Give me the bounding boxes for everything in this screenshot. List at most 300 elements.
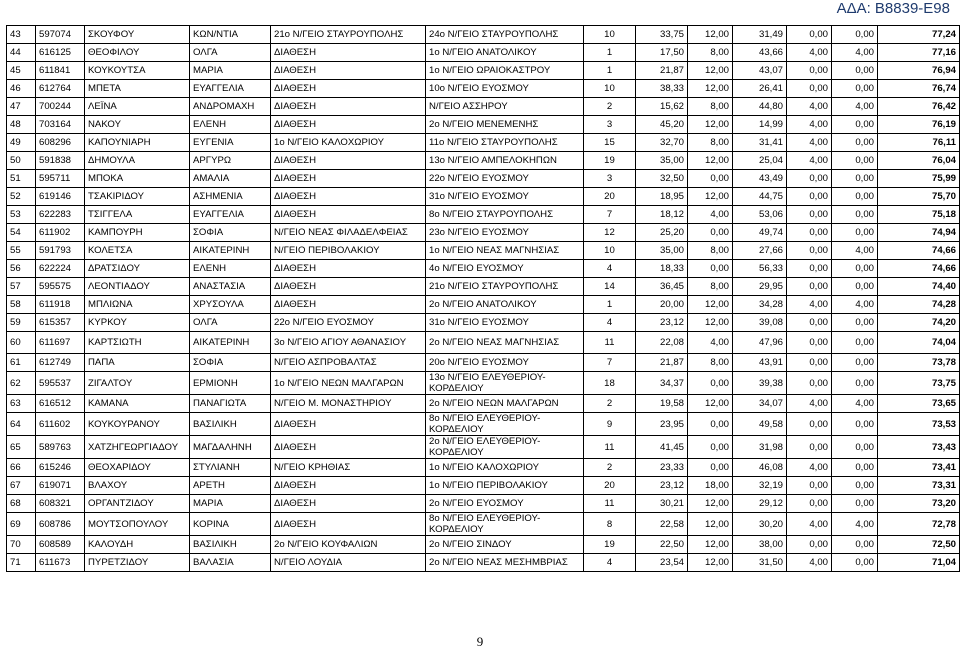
surname-cell: ΚΟΥΚΟΥΤΣΑ [85, 62, 190, 80]
points-c-cell: 25,04 [733, 152, 787, 170]
points-c-cell: 43,91 [733, 354, 787, 372]
registry-number-cell: 622283 [36, 206, 85, 224]
table-row [7, 116, 960, 134]
first-name-cell: ΠΑΝΑΓΙΩΤΑ [190, 395, 271, 413]
points-e-cell: 0,00 [832, 314, 878, 332]
table-row [7, 206, 960, 224]
requested-order-cell: 19 [584, 536, 636, 554]
table-row [7, 26, 960, 44]
row-number-cell: 43 [7, 26, 36, 44]
surname-cell: ΛΕΪΝΑ [85, 98, 190, 116]
surname-cell: ΜΠΕΤΑ [85, 80, 190, 98]
registry-number-cell: 608786 [36, 513, 85, 536]
points-a-cell: 23,95 [636, 413, 688, 436]
requested-order-cell: 3 [584, 116, 636, 134]
new-post-cell: 22ο Ν/ΓΕΙΟ ΕΥΟΣΜΟΥ [426, 170, 584, 188]
total-points-cell: 76,42 [878, 98, 960, 116]
requested-order-cell: 3 [584, 170, 636, 188]
requested-order-cell: 2 [584, 395, 636, 413]
current-post-cell: ΔΙΑΘΕΣΗ [271, 116, 426, 134]
current-post-cell: 1ο Ν/ΓΕΙΟ ΚΑΛΟΧΩΡΙΟΥ [271, 134, 426, 152]
points-d-cell: 4,00 [787, 134, 832, 152]
points-d-cell: 0,00 [787, 242, 832, 260]
points-a-cell: 25,20 [636, 224, 688, 242]
row-number-cell: 58 [7, 296, 36, 314]
registry-number-cell: 591838 [36, 152, 85, 170]
table-row [7, 372, 960, 395]
points-e-cell: 4,00 [832, 44, 878, 62]
surname-cell: ΚΟΥΚΟΥΡΑΝΟΥ [85, 413, 190, 436]
new-post-cell: 2ο Ν/ΓΕΙΟ ΝΕΑΣ ΜΑΓΝΗΣΙΑΣ [426, 332, 584, 354]
new-post-cell: 1ο Ν/ΓΕΙΟ ΚΑΛΟΧΩΡΙΟΥ [426, 459, 584, 477]
new-post-cell: 20ο Ν/ΓΕΙΟ ΕΥΟΣΜΟΥ [426, 354, 584, 372]
points-a-cell: 22,08 [636, 332, 688, 354]
points-d-cell: 0,00 [787, 224, 832, 242]
row-number-cell: 48 [7, 116, 36, 134]
first-name-cell: ΚΟΡΙΝΑ [190, 513, 271, 536]
new-post-cell: 1ο Ν/ΓΕΙΟ ΠΕΡΙΒΟΛΑΚΙΟΥ [426, 477, 584, 495]
surname-cell: ΠΥΡΕΤΖΙΔΟΥ [85, 554, 190, 572]
requested-order-cell: 4 [584, 314, 636, 332]
first-name-cell: ΑΝΑΣΤΑΣΙΑ [190, 278, 271, 296]
total-points-cell: 73,53 [878, 413, 960, 436]
row-number-cell: 56 [7, 260, 36, 278]
row-number-cell: 62 [7, 372, 36, 395]
points-d-cell: 4,00 [787, 513, 832, 536]
points-a-cell: 17,50 [636, 44, 688, 62]
table-row [7, 554, 960, 572]
total-points-cell: 74,20 [878, 314, 960, 332]
table-row [7, 260, 960, 278]
row-number-cell: 54 [7, 224, 36, 242]
total-points-cell: 76,11 [878, 134, 960, 152]
first-name-cell: ΕΥΓΕΝΙΑ [190, 134, 271, 152]
requested-order-cell: 4 [584, 260, 636, 278]
table-row [7, 152, 960, 170]
new-post-cell: 13ο Ν/ΓΕΙΟ ΑΜΠΕΛΟΚΗΠΩΝ [426, 152, 584, 170]
current-post-cell: ΔΙΑΘΕΣΗ [271, 495, 426, 513]
points-e-cell: 4,00 [832, 296, 878, 314]
total-points-cell: 74,40 [878, 278, 960, 296]
requested-order-cell: 11 [584, 436, 636, 459]
current-post-cell: 3ο Ν/ΓΕΙΟ ΑΓΙΟΥ ΑΘΑΝΑΣΙΟΥ [271, 332, 426, 354]
points-b-cell: 12,00 [688, 314, 733, 332]
requested-order-cell: 12 [584, 224, 636, 242]
points-d-cell: 0,00 [787, 536, 832, 554]
surname-cell: ΟΡΓΑΝΤΖΙΔΟΥ [85, 495, 190, 513]
points-c-cell: 39,38 [733, 372, 787, 395]
surname-cell: ΔΗΜΟΥΛΑ [85, 152, 190, 170]
surname-cell: ΚΟΛΕΤΣΑ [85, 242, 190, 260]
row-number-cell: 52 [7, 188, 36, 206]
points-d-cell: 0,00 [787, 80, 832, 98]
row-number-cell: 65 [7, 436, 36, 459]
ada-code: ΑΔΑ: Β8839-Ε98 [836, 0, 950, 17]
new-post-cell: 2ο Ν/ΓΕΙΟ ΕΥΟΣΜΟΥ [426, 495, 584, 513]
requested-order-cell: 7 [584, 354, 636, 372]
points-e-cell: 0,00 [832, 278, 878, 296]
requested-order-cell: 1 [584, 296, 636, 314]
points-b-cell: 4,00 [688, 332, 733, 354]
points-c-cell: 46,08 [733, 459, 787, 477]
current-post-cell: ΔΙΑΘΕΣΗ [271, 188, 426, 206]
total-points-cell: 75,99 [878, 170, 960, 188]
points-a-cell: 38,33 [636, 80, 688, 98]
points-a-cell: 35,00 [636, 152, 688, 170]
total-points-cell: 73,20 [878, 495, 960, 513]
points-e-cell: 0,00 [832, 188, 878, 206]
surname-cell: ΚΑΜΠΟΥΡΗ [85, 224, 190, 242]
points-c-cell: 47,96 [733, 332, 787, 354]
requested-order-cell: 1 [584, 62, 636, 80]
total-points-cell: 73,78 [878, 354, 960, 372]
registry-number-cell: 619071 [36, 477, 85, 495]
current-post-cell: ΔΙΑΘΕΣΗ [271, 513, 426, 536]
current-post-cell: Ν/ΓΕΙΟ ΑΣΠΡΟΒΑΛΤΑΣ [271, 354, 426, 372]
current-post-cell: 22ο Ν/ΓΕΙΟ ΕΥΟΣΜΟΥ [271, 314, 426, 332]
surname-cell: ΒΛΑΧΟΥ [85, 477, 190, 495]
registry-number-cell: 703164 [36, 116, 85, 134]
points-c-cell: 31,50 [733, 554, 787, 572]
table-row [7, 477, 960, 495]
points-a-cell: 32,50 [636, 170, 688, 188]
table-row [7, 242, 960, 260]
surname-cell: ΚΑΛΟΥΔΗ [85, 536, 190, 554]
points-d-cell: 0,00 [787, 495, 832, 513]
surname-cell: ΤΣΙΓΓΕΛΑ [85, 206, 190, 224]
points-b-cell: 12,00 [688, 536, 733, 554]
points-a-cell: 18,95 [636, 188, 688, 206]
registry-number-cell: 611902 [36, 224, 85, 242]
points-e-cell: 0,00 [832, 372, 878, 395]
registry-number-cell: 619146 [36, 188, 85, 206]
row-number-cell: 55 [7, 242, 36, 260]
table-row [7, 278, 960, 296]
table-row [7, 296, 960, 314]
points-c-cell: 26,41 [733, 80, 787, 98]
registry-number-cell: 608321 [36, 495, 85, 513]
new-post-cell: 11ο Ν/ΓΕΙΟ ΣΤΑΥΡΟΥΠΟΛΗΣ [426, 134, 584, 152]
new-post-cell: 8ο Ν/ΓΕΙΟ ΣΤΑΥΡΟΥΠΟΛΗΣ [426, 206, 584, 224]
first-name-cell: ΟΛΓΑ [190, 314, 271, 332]
points-d-cell: 4,00 [787, 459, 832, 477]
points-e-cell: 0,00 [832, 260, 878, 278]
row-number-cell: 68 [7, 495, 36, 513]
first-name-cell: ΕΛΕΝΗ [190, 260, 271, 278]
points-b-cell: 18,00 [688, 477, 733, 495]
first-name-cell: ΑΙΚΑΤΕΡΙΝΗ [190, 332, 271, 354]
points-c-cell: 34,28 [733, 296, 787, 314]
points-e-cell: 0,00 [832, 170, 878, 188]
row-number-cell: 59 [7, 314, 36, 332]
total-points-cell: 74,28 [878, 296, 960, 314]
registry-number-cell: 611841 [36, 62, 85, 80]
points-b-cell: 12,00 [688, 152, 733, 170]
results-table [6, 25, 960, 572]
requested-order-cell: 1 [584, 44, 636, 62]
requested-order-cell: 4 [584, 554, 636, 572]
requested-order-cell: 15 [584, 134, 636, 152]
current-post-cell: ΔΙΑΘΕΣΗ [271, 44, 426, 62]
registry-number-cell: 622224 [36, 260, 85, 278]
table-row [7, 354, 960, 372]
registry-number-cell: 611697 [36, 332, 85, 354]
table-row [7, 395, 960, 413]
points-a-cell: 22,50 [636, 536, 688, 554]
points-e-cell: 0,00 [832, 495, 878, 513]
points-a-cell: 21,87 [636, 62, 688, 80]
table-row [7, 536, 960, 554]
row-number-cell: 45 [7, 62, 36, 80]
new-post-cell: 1ο Ν/ΓΕΙΟ ΑΝΑΤΟΛΙΚΟΥ [426, 44, 584, 62]
points-d-cell: 0,00 [787, 436, 832, 459]
registry-number-cell: 608589 [36, 536, 85, 554]
current-post-cell: ΔΙΑΘΕΣΗ [271, 152, 426, 170]
registry-number-cell: 700244 [36, 98, 85, 116]
points-d-cell: 4,00 [787, 116, 832, 134]
points-d-cell: 0,00 [787, 62, 832, 80]
current-post-cell: ΔΙΑΘΕΣΗ [271, 170, 426, 188]
points-a-cell: 23,12 [636, 477, 688, 495]
points-b-cell: 8,00 [688, 278, 733, 296]
table-body [7, 26, 960, 572]
points-e-cell: 0,00 [832, 206, 878, 224]
new-post-cell: 2ο Ν/ΓΕΙΟ ΜΕΝΕΜΕΝΗΣ [426, 116, 584, 134]
current-post-cell: ΔΙΑΘΕΣΗ [271, 477, 426, 495]
table-row [7, 495, 960, 513]
total-points-cell: 77,16 [878, 44, 960, 62]
first-name-cell: ΚΩΝ/ΝΤΙΑ [190, 26, 271, 44]
points-c-cell: 44,75 [733, 188, 787, 206]
points-c-cell: 31,49 [733, 26, 787, 44]
total-points-cell: 76,19 [878, 116, 960, 134]
table-row [7, 513, 960, 536]
points-b-cell: 4,00 [688, 206, 733, 224]
first-name-cell: ΕΡΜΙΟΝΗ [190, 372, 271, 395]
points-c-cell: 29,95 [733, 278, 787, 296]
requested-order-cell: 8 [584, 513, 636, 536]
points-c-cell: 29,12 [733, 495, 787, 513]
new-post-cell: 2ο Ν/ΓΕΙΟ ΣΙΝΔΟΥ [426, 536, 584, 554]
points-b-cell: 12,00 [688, 495, 733, 513]
page-number: 9 [476, 634, 484, 649]
total-points-cell: 75,70 [878, 188, 960, 206]
points-c-cell: 53,06 [733, 206, 787, 224]
row-number-cell: 66 [7, 459, 36, 477]
points-b-cell: 0,00 [688, 224, 733, 242]
requested-order-cell: 10 [584, 26, 636, 44]
total-points-cell: 73,41 [878, 459, 960, 477]
new-post-cell: 1ο Ν/ΓΕΙΟ ΩΡΑΙΟΚΑΣΤΡΟΥ [426, 62, 584, 80]
current-post-cell: 2ο Ν/ΓΕΙΟ ΚΟΥΦΑΛΙΩΝ [271, 536, 426, 554]
new-post-cell: 2ο Ν/ΓΕΙΟ ΑΝΑΤΟΛΙΚΟΥ [426, 296, 584, 314]
surname-cell: ΔΡΑΤΣΙΔΟΥ [85, 260, 190, 278]
points-a-cell: 33,75 [636, 26, 688, 44]
first-name-cell: ΣΤΥΛΙΑΝΗ [190, 459, 271, 477]
surname-cell: ΜΟΥΤΣΟΠΟΥΛΟΥ [85, 513, 190, 536]
points-c-cell: 31,98 [733, 436, 787, 459]
registry-number-cell: 612764 [36, 80, 85, 98]
points-e-cell: 0,00 [832, 62, 878, 80]
points-b-cell: 0,00 [688, 372, 733, 395]
points-b-cell: 12,00 [688, 26, 733, 44]
points-b-cell: 8,00 [688, 98, 733, 116]
points-e-cell: 4,00 [832, 98, 878, 116]
table-row [7, 436, 960, 459]
row-number-cell: 63 [7, 395, 36, 413]
total-points-cell: 75,18 [878, 206, 960, 224]
points-e-cell: 0,00 [832, 116, 878, 134]
current-post-cell: ΔΙΑΘΕΣΗ [271, 413, 426, 436]
points-e-cell: 4,00 [832, 513, 878, 536]
first-name-cell: ΑΙΚΑΤΕΡΙΝΗ [190, 242, 271, 260]
current-post-cell: ΔΙΑΘΕΣΗ [271, 278, 426, 296]
total-points-cell: 72,50 [878, 536, 960, 554]
points-c-cell: 27,66 [733, 242, 787, 260]
surname-cell: ΧΑΤΖΗΓΕΩΡΓΙΑΔΟΥ [85, 436, 190, 459]
surname-cell: ΘΕΟΧΑΡΙΔΟΥ [85, 459, 190, 477]
points-b-cell: 8,00 [688, 354, 733, 372]
first-name-cell: ΧΡΥΣΟΥΛΑ [190, 296, 271, 314]
points-b-cell: 8,00 [688, 44, 733, 62]
table-row [7, 62, 960, 80]
row-number-cell: 49 [7, 134, 36, 152]
requested-order-cell: 10 [584, 242, 636, 260]
requested-order-cell: 2 [584, 98, 636, 116]
points-d-cell: 0,00 [787, 413, 832, 436]
points-a-cell: 41,45 [636, 436, 688, 459]
points-e-cell: 0,00 [832, 477, 878, 495]
surname-cell: ΠΑΠΑ [85, 354, 190, 372]
points-c-cell: 38,00 [733, 536, 787, 554]
current-post-cell: ΔΙΑΘΕΣΗ [271, 206, 426, 224]
total-points-cell: 71,04 [878, 554, 960, 572]
surname-cell: ΚΥΡΚΟΥ [85, 314, 190, 332]
first-name-cell: ΕΛΕΝΗ [190, 116, 271, 134]
surname-cell: ΝΑΚΟΥ [85, 116, 190, 134]
current-post-cell: ΔΙΑΘΕΣΗ [271, 98, 426, 116]
points-d-cell: 0,00 [787, 26, 832, 44]
table-row [7, 98, 960, 116]
registry-number-cell: 595711 [36, 170, 85, 188]
requested-order-cell: 20 [584, 477, 636, 495]
current-post-cell: ΔΙΑΘΕΣΗ [271, 260, 426, 278]
surname-cell: ΚΑΠΟΥΝΙΑΡΗ [85, 134, 190, 152]
first-name-cell: ΒΑΛΑΣΙΑ [190, 554, 271, 572]
new-post-cell: 24ο Ν/ΓΕΙΟ ΣΤΑΥΡΟΥΠΟΛΗΣ [426, 26, 584, 44]
new-post-cell: 8ο Ν/ΓΕΙΟ ΕΛΕΥΘΕΡΙΟΥ-ΚΟΡΔΕΛΙΟΥ [426, 513, 584, 536]
total-points-cell: 76,74 [878, 80, 960, 98]
points-b-cell: 0,00 [688, 170, 733, 188]
points-e-cell: 0,00 [832, 80, 878, 98]
registry-number-cell: 611918 [36, 296, 85, 314]
new-post-cell: 2ο Ν/ΓΕΙΟ ΕΛΕΥΘΕΡΙΟΥ-ΚΟΡΔΕΛΙΟΥ [426, 436, 584, 459]
row-number-cell: 61 [7, 354, 36, 372]
table-row [7, 170, 960, 188]
points-c-cell: 34,07 [733, 395, 787, 413]
current-post-cell: ΔΙΑΘΕΣΗ [271, 62, 426, 80]
points-d-cell: 0,00 [787, 354, 832, 372]
requested-order-cell: 11 [584, 332, 636, 354]
row-number-cell: 69 [7, 513, 36, 536]
points-b-cell: 12,00 [688, 513, 733, 536]
first-name-cell: ΑΡΕΤΗ [190, 477, 271, 495]
surname-cell: ΘΕΟΦΙΛΟΥ [85, 44, 190, 62]
table-row [7, 44, 960, 62]
first-name-cell: ΑΜΑΛΙΑ [190, 170, 271, 188]
table-row [7, 459, 960, 477]
points-d-cell: 4,00 [787, 44, 832, 62]
total-points-cell: 73,43 [878, 436, 960, 459]
new-post-cell: 21ο Ν/ΓΕΙΟ ΣΤΑΥΡΟΥΠΟΛΗΣ [426, 278, 584, 296]
row-number-cell: 44 [7, 44, 36, 62]
points-d-cell: 0,00 [787, 170, 832, 188]
points-a-cell: 20,00 [636, 296, 688, 314]
new-post-cell: 31ο Ν/ΓΕΙΟ ΕΥΟΣΜΟΥ [426, 314, 584, 332]
points-b-cell: 12,00 [688, 296, 733, 314]
current-post-cell: Ν/ΓΕΙΟ ΛΟΥΔΙΑ [271, 554, 426, 572]
row-number-cell: 47 [7, 98, 36, 116]
points-d-cell: 4,00 [787, 152, 832, 170]
points-a-cell: 36,45 [636, 278, 688, 296]
points-e-cell: 0,00 [832, 134, 878, 152]
points-a-cell: 23,12 [636, 314, 688, 332]
first-name-cell: ΕΥΑΓΓΕΛΙΑ [190, 80, 271, 98]
current-post-cell: Ν/ΓΕΙΟ Μ. ΜΟΝΑΣΤΗΡΙΟΥ [271, 395, 426, 413]
first-name-cell: ΒΑΣΙΛΙΚΗ [190, 536, 271, 554]
requested-order-cell: 10 [584, 80, 636, 98]
registry-number-cell: 608296 [36, 134, 85, 152]
surname-cell: ΖΙΓΑΛΤΟΥ [85, 372, 190, 395]
total-points-cell: 76,94 [878, 62, 960, 80]
new-post-cell: 2ο Ν/ΓΕΙΟ ΝΕΩΝ ΜΑΛΓΑΡΩΝ [426, 395, 584, 413]
points-c-cell: 49,58 [733, 413, 787, 436]
first-name-cell: ΕΥΑΓΓΕΛΙΑ [190, 206, 271, 224]
total-points-cell: 76,04 [878, 152, 960, 170]
total-points-cell: 74,94 [878, 224, 960, 242]
first-name-cell: ΣΟΦΙΑ [190, 354, 271, 372]
total-points-cell: 74,66 [878, 260, 960, 278]
points-b-cell: 0,00 [688, 413, 733, 436]
new-post-cell: 23ο Ν/ΓΕΙΟ ΕΥΟΣΜΟΥ [426, 224, 584, 242]
total-points-cell: 72,78 [878, 513, 960, 536]
registry-number-cell: 591793 [36, 242, 85, 260]
surname-cell: ΜΠΟΚΑ [85, 170, 190, 188]
table-row [7, 188, 960, 206]
requested-order-cell: 19 [584, 152, 636, 170]
points-b-cell: 12,00 [688, 554, 733, 572]
points-c-cell: 14,99 [733, 116, 787, 134]
new-post-cell: 13ο Ν/ΓΕΙΟ ΕΛΕΥΘΕΡΙΟΥ-ΚΟΡΔΕΛΙΟΥ [426, 372, 584, 395]
registry-number-cell: 595575 [36, 278, 85, 296]
table-row [7, 314, 960, 332]
points-d-cell: 0,00 [787, 372, 832, 395]
row-number-cell: 67 [7, 477, 36, 495]
points-e-cell: 0,00 [832, 554, 878, 572]
first-name-cell: ΑΝΔΡΟΜΑΧΗ [190, 98, 271, 116]
points-a-cell: 23,54 [636, 554, 688, 572]
table-row [7, 80, 960, 98]
points-e-cell: 0,00 [832, 459, 878, 477]
new-post-cell: 10ο Ν/ΓΕΙΟ ΕΥΟΣΜΟΥ [426, 80, 584, 98]
registry-number-cell: 612749 [36, 354, 85, 372]
current-post-cell: ΔΙΑΘΕΣΗ [271, 296, 426, 314]
points-e-cell: 0,00 [832, 152, 878, 170]
points-c-cell: 31,41 [733, 134, 787, 152]
points-c-cell: 49,74 [733, 224, 787, 242]
requested-order-cell: 9 [584, 413, 636, 436]
points-c-cell: 32,19 [733, 477, 787, 495]
